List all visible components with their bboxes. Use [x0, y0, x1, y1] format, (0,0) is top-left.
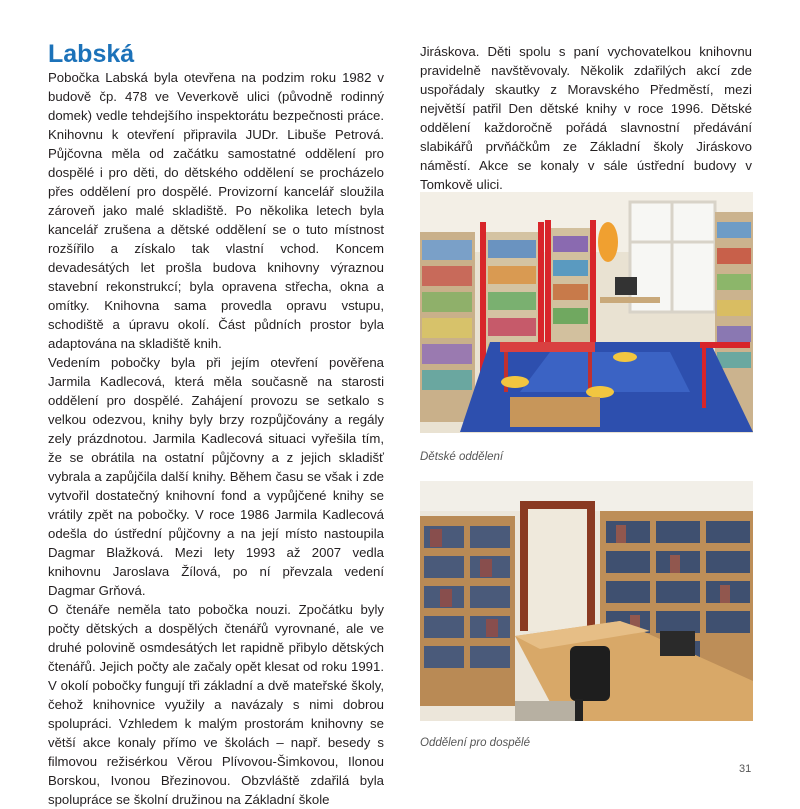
- caption-childrens-department: Dětské oddělení: [420, 451, 504, 463]
- caption-adult-department: Oddělení pro dospělé: [420, 737, 530, 749]
- page-number: 31: [739, 763, 752, 775]
- paragraph-events: Jiráskova. Děti spolu s paní vychovatelkou knihovnu pravidelně navštěvovaly. Několik zdařilých akcí zde uspořádaly skautky z Moravského Předměstí, mezi největší patřil Den dětské knihy v roce 1996. Dětské oddělení každoročně pořádá slavnostní předávání slabikářů prvňáčkům ze Základní školy Jiráskovo náměstí. Akce se konaly v sále ústřední budovy v Tomkově ulici.: [420, 44, 752, 192]
- left-text-column: [48, 68, 384, 809]
- paragraph-staff: Vedením pobočky byla při jejím otevření pověřena Jarmila Kadlecová, která měla současně na starosti oddělení pro dospělé. Zahájení provozu se setkalo s velkou odezvou, knihy byly brzy rozpůjčovány a regály zely prázdnotou. Jarmila Kadlecová situaci vyřešila tím, že se obrátila na ostatní půjčovny a z jejich skladišť vybrala a zapůjčila další knihy. Během času se však i zde vytvořil dostatečný knihovní fond a vypůjčené knihy se vrátily zpět na pobočky. V roce 1986 Jarmila Kadlecová odešla do ústřední půjčovny a na její místo nastoupila Dagmar Blažková. Mezi lety 1993 až 2007 vedla knihovnu Jaroslava Žílová, po ní převzala vedení Dagmar Grňová.: [48, 355, 384, 598]
- photo-adult-department: [420, 481, 753, 721]
- photo-childrens-department: [420, 192, 753, 433]
- right-text-column: [420, 42, 752, 194]
- paragraph-history: Pobočka Labská byla otevřena na podzim roku 1982 v budově čp. 478 ve Veverkově ulici (původně rodinný domek) vedle tehdejšího inspektorátu bezpečnosti práce. Knihovnu k otevření připravila JUDr. Libuše Petrová. Půjčovna měla od začátku samostatné oddělení pro dospělé i pro děti, do dětského oddělení se procházelo přes oddělení pro dospělé. Provizorní kancelář sloužila zároveň jako malé skladiště. Po několika letech byla kancelář zrušena a dětské oddělení se o tuto místnost rozšířilo a získalo tak vlastní vchod. Koncem devadesátých let prošla budova knihovny výraznou stavební rekonstrukcí; byla opravena střecha, okna a omítky. Knihovna sama provedla opravu vstupu, schodiště a úpravu okolí. Část půdních prostor byla adaptována na skladiště knih.: [48, 70, 384, 351]
- page-title: Labská: [48, 40, 135, 68]
- paragraph-readers: O čtenáře neměla tato pobočka nouzi. Zpočátku byly počty dětských a dospělých čtenářů vyrovnané, ale ve druhé polovině osmdesátých let rapidně přibylo dětských čtenářů. Jejich počty ale začaly opět klesat od roku 1991. V okolí pobočky fungují tři základní a dvě mateřské školy, čehož knihovnice využily a navázaly s nimi dobrou spolupráci. Vzhledem k malým prostorám knihovny se větší akce konaly přímo ve školách – např. besedy s filmovou režisérkou Věrou Plívovou-Šimkovou, Ilonou Borskou, Ivonou Březinovou. Obzvláště zdařilá byla spolupráce se školní družinou na Základní škole: [48, 602, 384, 807]
